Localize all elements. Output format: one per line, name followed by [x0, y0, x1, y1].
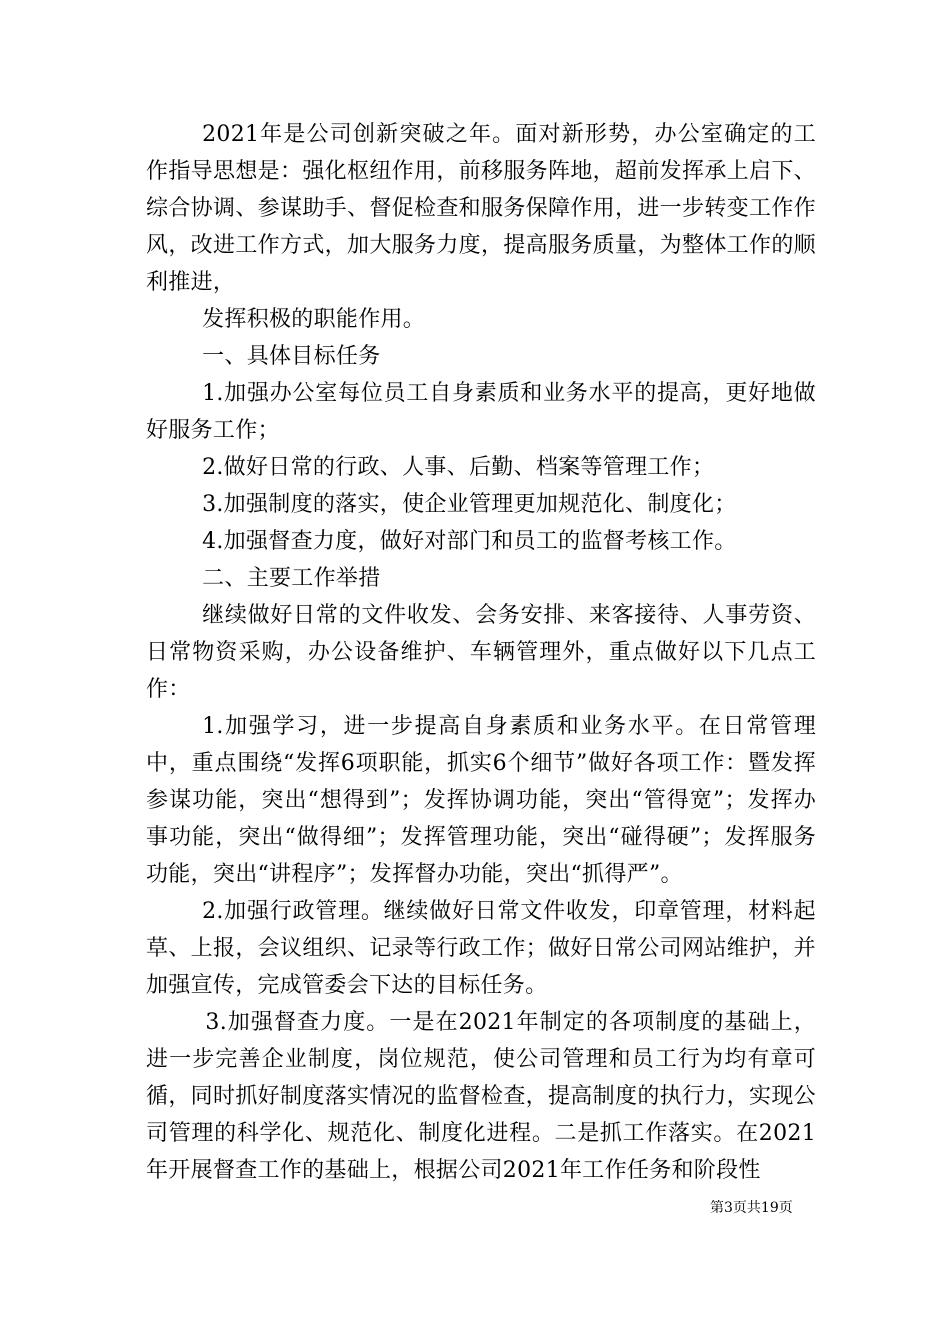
measure-item-1: 1.加强学习，进一步提高自身素质和业务水平。在日常管理中，重点围绕“发挥6项职能，抓实6个细节”做好各项工作：暨发挥参谋功能，突出“想得到”；发挥协调功能，突出“管得宽”；发挥办事功能，突出“做得细”；发挥管理功能，突出“碰得硬”；发挥服务功能，突出“讲程序”；发挥督办功能，突出“抓得严”。: [146, 714, 816, 887]
document-body: [146, 116, 816, 1189]
page-number-footer: 第3页共19页: [710, 1200, 793, 1216]
measure-item-3: 3.加强督查力度。一是在2021年制定的各项制度的基础上，进一步完善企业制度，岗位规范，使公司管理和员工行为均有章可循，同时抓好制度落实情况的监督检查，提高制度的执行力，实现公司管理的科学化、规范化、制度化进程。二是抓工作落实。在2021年开展督查工作的基础上，根据公司2021年工作任务和阶段性: [146, 1010, 816, 1183]
goal-item-3: 3.加强制度的落实，使企业管理更加规范化、制度化；: [202, 492, 737, 517]
measure-item-2: 2.加强行政管理。继续做好日常文件收发，印章管理，材料起草、上报，会议组织、记录等行政工作；做好日常公司网站维护，并加强宣传，完成管委会下达的目标任务。: [146, 899, 816, 998]
paragraph-intro: 2021年是公司创新突破之年。面对新形势，办公室确定的工作指导思想是：强化枢纽作用，前移服务阵地，超前发挥承上启下、综合协调、参谋助手、督促检查和服务保障作用，进一步转变工作作风，改进工作方式，加大服务力度，提高服务质量，为整体工作的顺利推进，: [146, 122, 816, 295]
paragraph-intro-continued: 发挥积极的职能作用。: [202, 307, 426, 332]
measures-intro: 继续做好日常的文件收发、会务安排、来客接待、人事劳资、日常物资采购，办公设备维护、车辆管理外，重点做好以下几点工作：: [146, 603, 816, 702]
goal-item-2: 2.做好日常的行政、人事、后勤、档案等管理工作；: [202, 455, 715, 480]
section-heading-goals: 一、具体目标任务: [202, 344, 381, 369]
section-heading-measures: 二、主要工作举措: [202, 566, 381, 591]
goal-item-1: 1.加强办公室每位员工自身素质和业务水平的提高，更好地做好服务工作；: [146, 381, 816, 443]
goal-item-4: 4.加强督查力度，做好对部门和员工的监督考核工作。: [202, 529, 737, 554]
